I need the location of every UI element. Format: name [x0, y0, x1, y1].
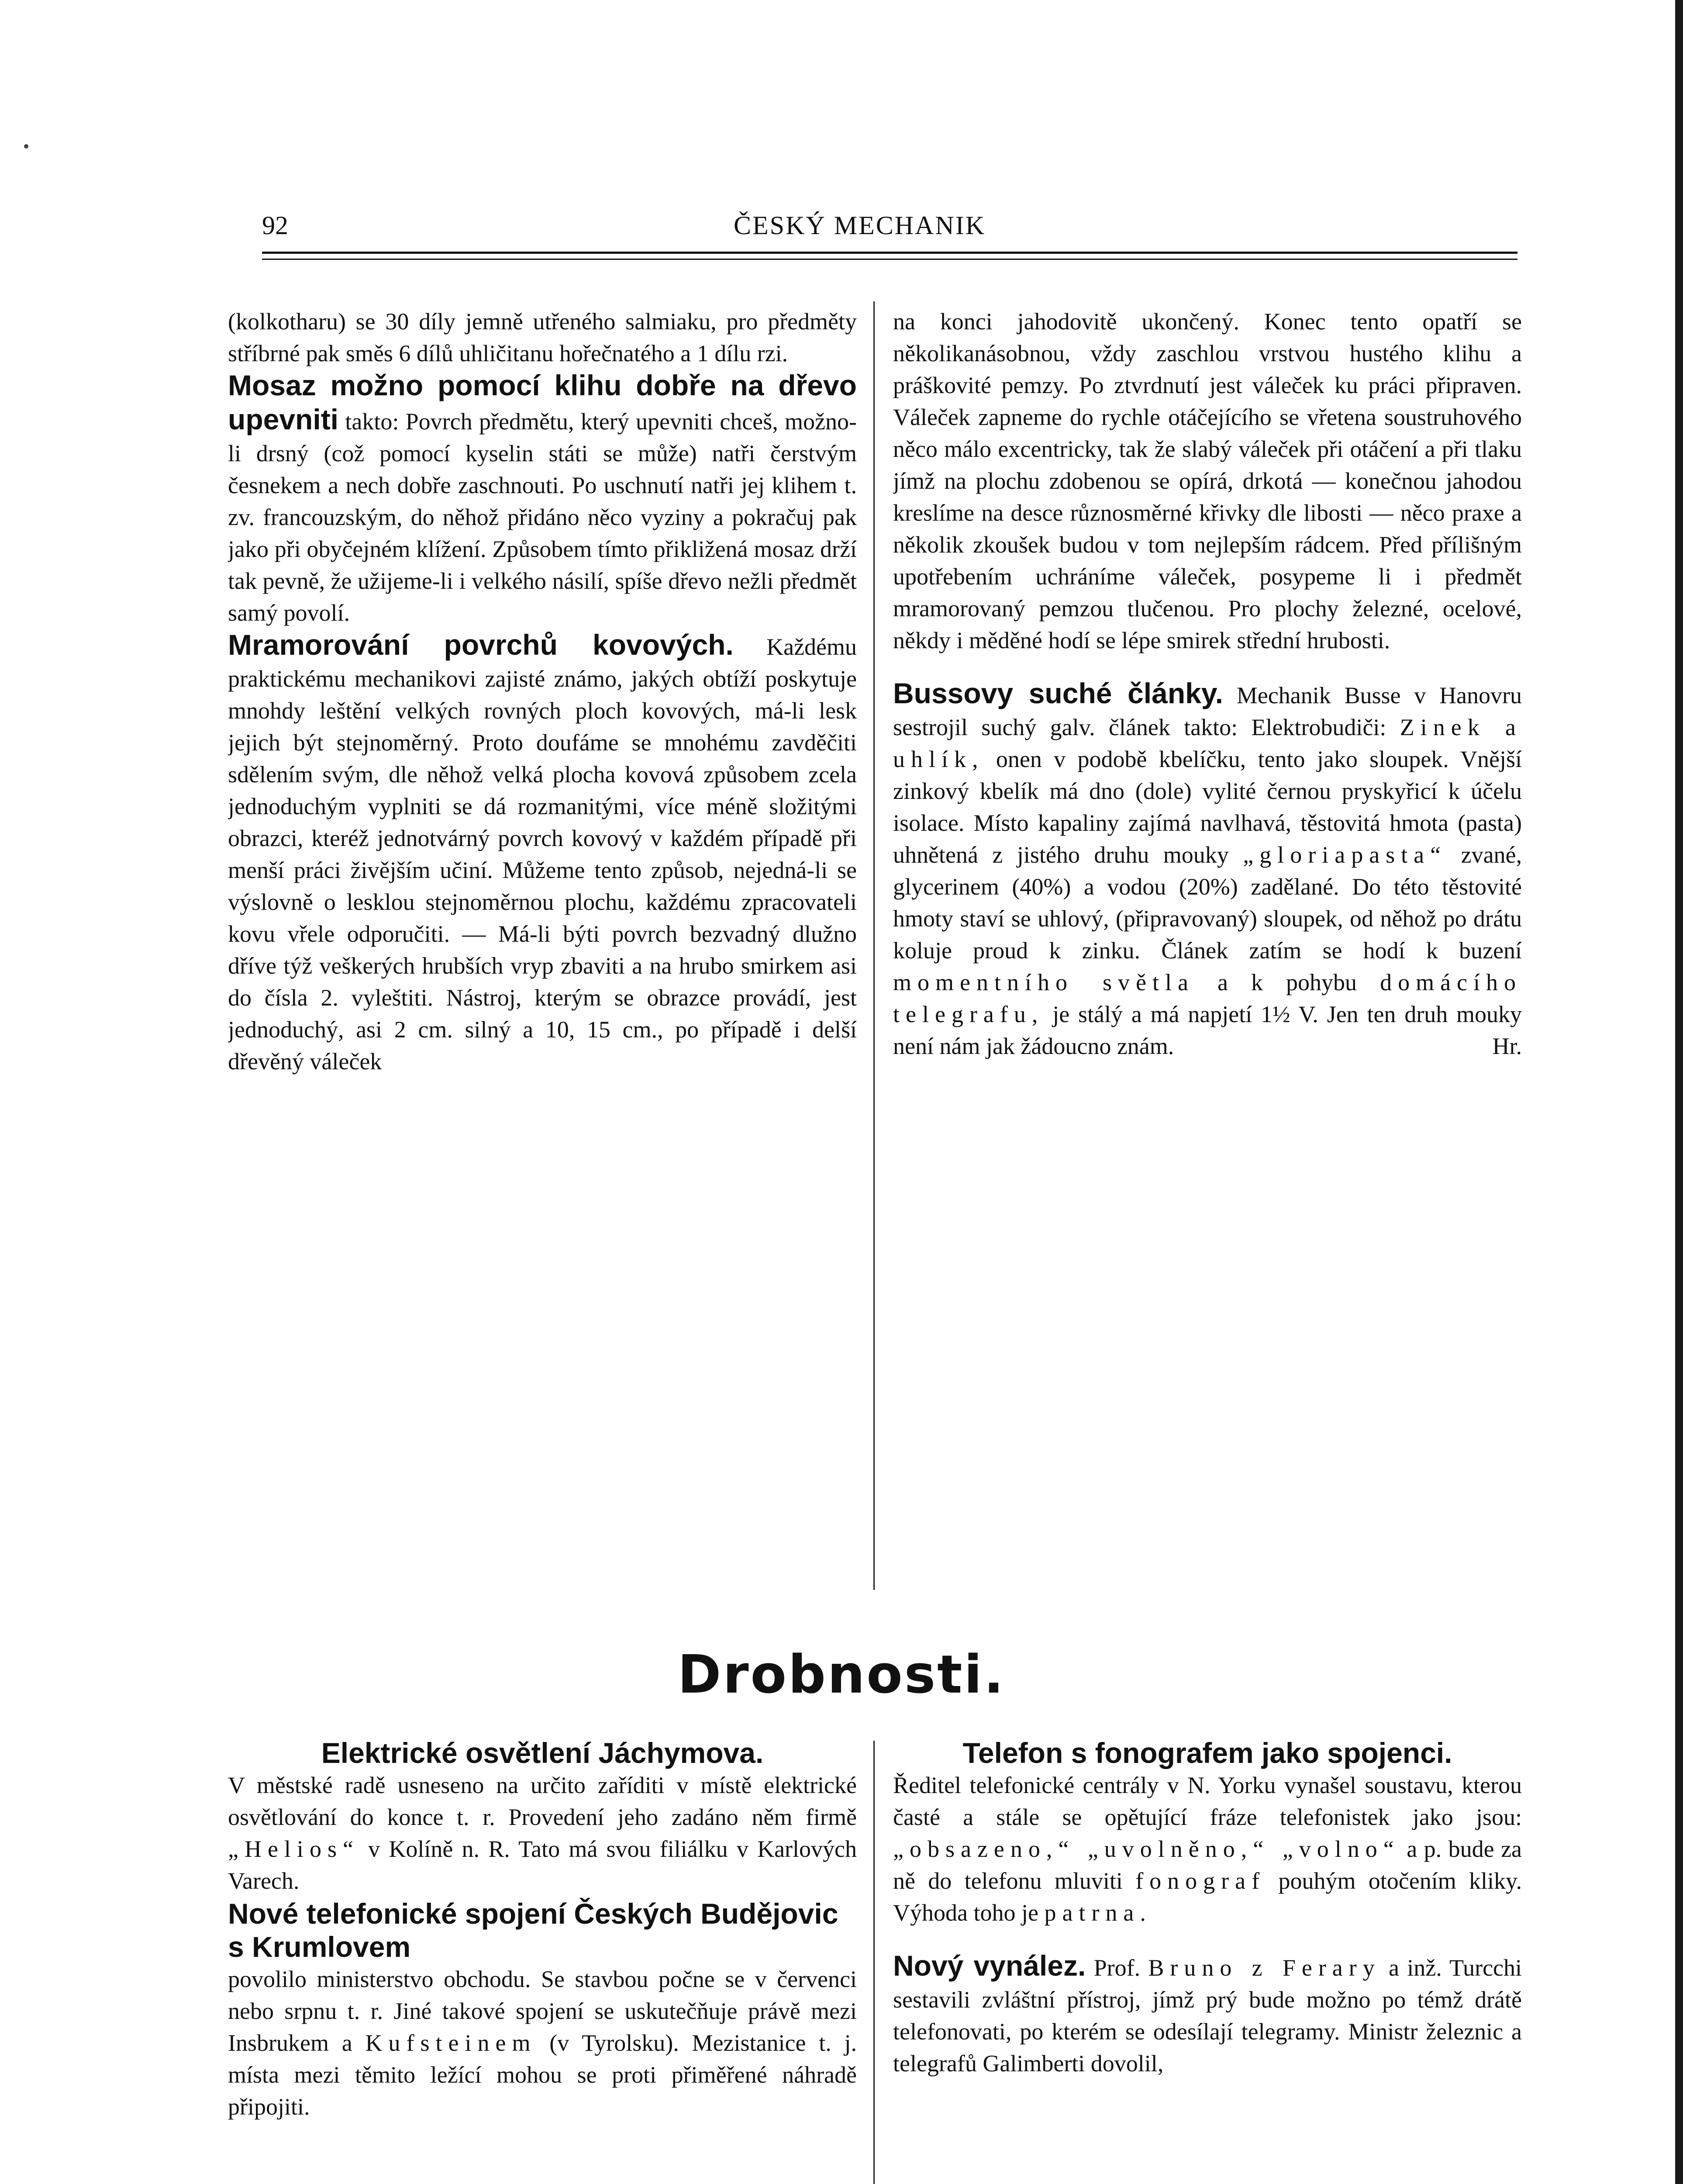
article-body: onen v podobě kbelíčku, tento jako sloupek. Vnější zinkový kbelík má dno (dole) vylité černou pryskyřicí k účelu isolace. Místo kapaliny zajímá navlhavá, těstovitá hmota (pasta) uhnětená z jistého druhu mouky	[893, 746, 1522, 868]
spacer	[893, 657, 1522, 677]
news-body: povolilo ministerstvo obchodu. Se stavbou počne se v červenci nebo srpnu t. r. Jiné takové spojení se uskutečňuje právě mezi Insbrukem a	[228, 1966, 857, 2056]
news-body: pouhým otočením kliky. Výhoda toho je	[893, 1868, 1522, 1926]
article-body: Každému praktickému mechanikovi zajisté známo, jakých obtíží poskytuje mnohdy leštění velkých rovných ploch kovových, má-li lesk jejich být stejnoměrný. Proto doufáme se mnohému zavděčiti sdělením svým, dle něhož velká plocha kovová způsobem zcela jednoduchým vyplniti se dá rozmanitými, více méně složitými obrazci, kteréž jednotvárný povrch kovový v každém případě při menší práci živějším učiní. Můžeme tento způsob, nejedná-li se výslovně o lesklou stejnoměrnou plochu, každému zpracovateli kovu vřele odporučiti. — Má-li býti povrch bezvadný dlužno dříve týž veškerých hrubších vryp zbaviti a na hrubo smirkem asi do čísla 2. vyleštiti. Nástroj, kterým se obrazce provádí, jest jednoduchý, asi 2 cm. silný a 10, 15 cm., po případě i delší dřevěný váleček	[228, 634, 857, 1075]
spaced-text: „Helios“	[228, 1836, 359, 1862]
page-number: 92	[262, 211, 288, 240]
spaced-text: patrna.	[1044, 1900, 1152, 1926]
news-body: a inž. Turcchi sestavili zvláštní přístroj, jímž prý bude možno po témž drátě telefonovati, po kterém se odesílají telegramy. Ministr železnic a telegrafů Galimberti dovolil,	[893, 1955, 1522, 2077]
article-body: (kolkotharu) se 30 díly jemně utřeného salmiaku, pro předměty stříbrné pak směs 6 dílů uhličitanu hořečnatého a 1 dílu rzi.	[228, 308, 857, 366]
article-body: na konci jahodovitě ukončený. Konec tento opatří se několikanásobnou, vždy zaschlou vrstvou hustého klihu a práškovité pemzy. Po ztvrdnutí jest váleček ku práci připraven. Váleček zapneme do rychle otáčejícího se vřetena soustruhového něco málo excentricky, tak že slabý váleček při otáčení a při tlaku jímž na plochu zdobenou se opírá, drkotá — konečnou jahodou kreslíme na desce různosměrné křivky dle libosti — něco praxe a několik zkoušek budou v tom nejlepším rádcem. Před přílišným upotřebením uchráníme váleček, posypeme li i předmět mramorovaný pemzou tlučenou. Pro plochy železné, ocelové, někdy i měděné hodí se lépe smirek střední hrubosti.	[893, 308, 1522, 653]
author-signature: Hr.	[1492, 1033, 1522, 1059]
header-rule-thin	[262, 259, 1517, 260]
news-jachymov	[228, 1769, 857, 1897]
spaced-text: domácího telegrafu,	[893, 969, 1522, 1027]
article-mramorovani	[228, 629, 857, 1078]
article-continuation	[893, 306, 1522, 657]
news-budejovice	[228, 1963, 857, 2123]
page-edge-shadow	[1675, 0, 1683, 2184]
spaced-text: Zinek a uhlík,	[893, 714, 1522, 772]
article-bussovy	[893, 677, 1522, 1062]
article-heading: Mramorování povrchů kovových.	[228, 629, 734, 661]
news-heading: Telefon s fonografem jako spojenci.	[962, 1737, 1452, 1769]
news-body: Ředitel telefonické centrály v N. Yorku vynašel soustavu, kterou časté a stále se opětující fráze telefonistek jako jsou:	[893, 1772, 1522, 1830]
article-body: zvané, glycerinem (40%) a vodou (20%) zadělané. Do této těstovité hmoty staví se uhlový, (připravovaný) sloupek, od něhož po drátu koluje proud k zinku. Článek zatím se hodí k buzení	[893, 842, 1522, 964]
journal-title: ČESKÝ MECHANIK	[734, 211, 986, 240]
section-title: Drobnosti.	[677, 1645, 1006, 1705]
news-telefon	[893, 1769, 1522, 1929]
left-column-bottom	[228, 1736, 857, 2184]
article-heading: Bussovy suché články.	[893, 677, 1224, 709]
news-body: v Kolíně n. R. Tato má svou filiálku v Karlových Varech.	[228, 1836, 857, 1894]
spaced-text: Kufsteinem	[365, 2030, 537, 2056]
header-rule	[262, 252, 1517, 254]
column-divider	[873, 1741, 875, 2184]
spaced-text: „obsazeno,“ „uvolněno,“ „volno“	[893, 1836, 1400, 1862]
article-body: takto: Povrch předmětu, který upevniti chceš, možno-li drsný (což pomocí kyselin státi se může) natři čerstvým česnekem a nech dobře zaschnouti. Po uschnutí natři jej klihem t. zv. francouzským, do něhož přidáno něco vyziny a pokračuj pak jako při obyčejném klížení. Způsobem tímto přikližená mosaz drží tak pevně, že užijeme-li i velkého násilí, spíše dřevo nežli předmět samý povolí.	[228, 408, 857, 626]
news-heading: Elektrické osvětlení Jáchymova.	[321, 1737, 764, 1769]
news-body: V městské radě usneseno na určito zaříditi v místě elektrické osvětlování do konce t. r. Provedení jeho zadáno něm firmě	[228, 1772, 857, 1830]
article-kolkothar	[228, 306, 857, 370]
article-body: a k pohybu	[1217, 969, 1357, 995]
left-column-top	[228, 306, 857, 1546]
news-vynalez	[893, 1950, 1522, 2080]
article-body: Mechanik Busse v Hanovru sestrojil suchý galv. článek takto: Elektrobudiči:	[893, 682, 1522, 740]
right-column-top	[893, 306, 1522, 1546]
scan-speck	[24, 144, 28, 149]
article-mosaz	[228, 370, 857, 629]
spaced-text: „gloriapasta“	[1243, 842, 1447, 868]
spaced-text: momentního světla	[893, 969, 1194, 995]
column-divider	[873, 301, 875, 1590]
page-header	[262, 211, 1517, 250]
news-heading: Nový vynález.	[893, 1949, 1086, 1982]
spacer	[893, 1929, 1522, 1950]
news-body: a p. bude za ně do telefonu mluviti	[893, 1836, 1522, 1894]
right-column-bottom	[893, 1736, 1522, 2184]
article-body: je stálý a má napjetí 1½ V. Jen ten druh mouky není nám jak žádoucno znám.	[893, 1001, 1522, 1059]
spaced-text: Bruno z Ferary	[1148, 1955, 1381, 1981]
article-heading: Mosaz možno pomocí klihu dobře na dřevo upevniti	[228, 369, 857, 435]
news-heading: Nové telefonické spojení Českých Budějovic s Krumlovem	[228, 1897, 838, 1963]
news-body: Prof.	[1093, 1955, 1141, 1981]
news-body: (v Tyrolsku). Mezistanice t. j. místa mezi těmito ležící mohou se proti přiměřené náhradě připojiti.	[228, 2030, 857, 2120]
spaced-text: fonograf	[1135, 1868, 1266, 1894]
